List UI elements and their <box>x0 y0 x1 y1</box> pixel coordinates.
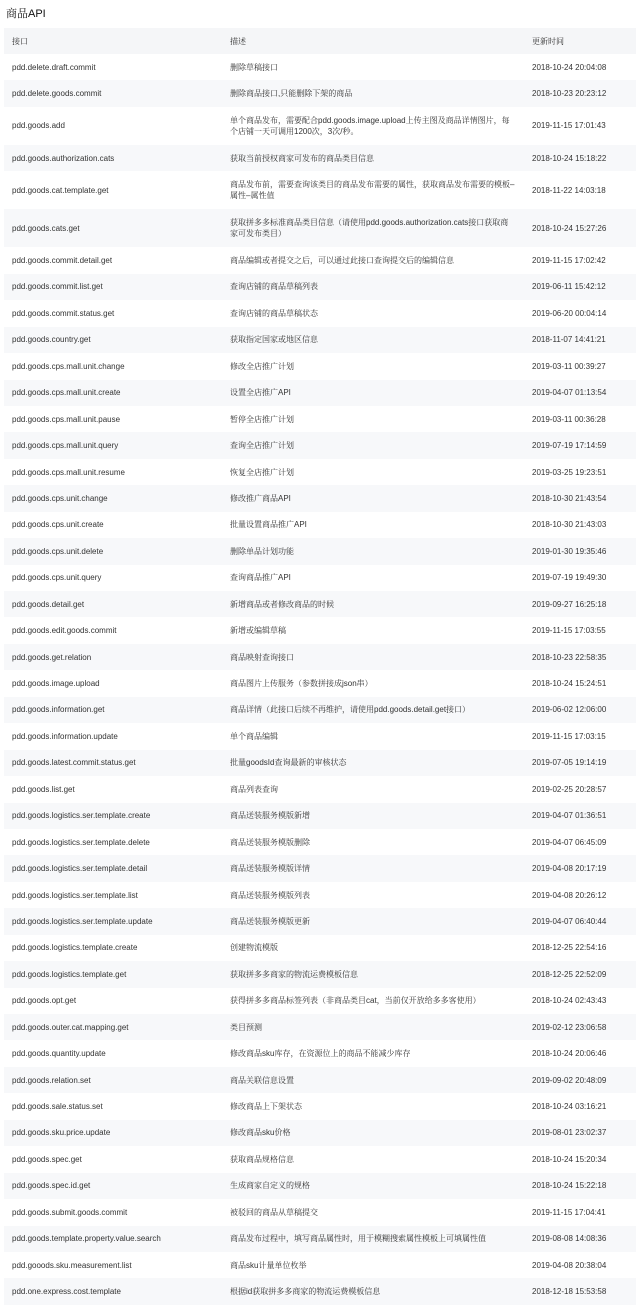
api-name-cell[interactable]: pdd.goods.opt.get <box>12 996 77 1006</box>
update-time-cell: 2018-10-24 15:22:18 <box>524 1173 636 1199</box>
update-time-cell: 2019-04-07 06:45:09 <box>532 837 607 847</box>
api-name-cell[interactable]: pdd.goods.detail.get <box>4 591 222 617</box>
table-row <box>4 300 636 326</box>
description-cell: 商品关联信息设置 <box>222 1067 524 1093</box>
table-row <box>4 327 636 353</box>
table-row <box>4 485 636 511</box>
update-time-cell: 2019-11-15 17:01:43 <box>532 121 606 131</box>
api-name-cell[interactable]: pdd.goods.relation.set <box>4 1067 222 1093</box>
description-cell: 获取当前授权商家可发布的商品类目信息 <box>222 145 524 171</box>
api-name-cell[interactable]: pdd.goods.information.update <box>12 731 118 741</box>
update-time-cell: 2018-10-24 20:04:08 <box>532 62 607 72</box>
update-time-cell: 2018-10-30 21:43:03 <box>532 520 607 530</box>
table-row <box>4 591 636 617</box>
update-time-cell: 2019-09-02 20:48:09 <box>524 1067 636 1093</box>
api-name-cell[interactable]: pdd.delete.goods.commit <box>4 80 222 106</box>
update-time-cell: 2018-11-07 14:41:21 <box>524 327 636 353</box>
api-name-cell[interactable]: pdd.goods.cat.template.get <box>12 185 109 195</box>
api-name-cell[interactable]: pdd.goods.cps.mall.unit.pause <box>12 414 121 424</box>
table-row <box>4 432 636 458</box>
api-name-cell[interactable]: pdd.goods.sku.price.update <box>4 1120 222 1146</box>
update-time-cell: 2018-10-24 15:24:51 <box>532 679 607 689</box>
api-name-cell[interactable]: pdd.goods.cps.mall.unit.change <box>12 361 125 371</box>
table-row <box>4 908 636 934</box>
update-time-cell: 2019-09-27 16:25:18 <box>524 591 636 617</box>
update-time-cell: 2019-11-15 17:02:42 <box>532 256 606 266</box>
description-cell: 修改推广商品API <box>222 485 524 511</box>
update-time-cell: 2019-07-05 19:14:19 <box>524 750 636 776</box>
api-name-cell[interactable]: pdd.goods.logistics.ser.template.delete <box>12 837 150 847</box>
update-time-cell: 2019-07-19 17:14:59 <box>524 432 636 458</box>
update-time-cell: 2018-11-22 14:03:18 <box>532 185 606 195</box>
api-name-cell[interactable]: pdd.one.express.cost.template <box>4 1278 222 1304</box>
update-time-cell: 2019-04-07 01:36:51 <box>524 803 636 829</box>
description-cell: 被驳回的商品从草稿提交 <box>230 1207 318 1217</box>
description-cell: 删除商品接口,只能删除下架的商品 <box>222 80 524 106</box>
update-time-cell: 2018-12-25 22:54:16 <box>532 943 607 953</box>
description-cell: 获取拼多多商家的物流运费模板信息 <box>222 961 524 987</box>
api-name-cell[interactable]: pdd.goods.quantity.update <box>12 1049 106 1059</box>
api-name-cell[interactable]: pdd.goods.logistics.template.create <box>12 943 138 953</box>
update-time-cell: 2019-11-15 17:04:41 <box>532 1207 606 1217</box>
api-name-cell[interactable]: pdd.goods.commit.status.get <box>12 308 115 318</box>
api-name-cell[interactable]: pdd.goods.logistics.ser.template.update <box>4 908 222 934</box>
update-time-cell: 2018-10-24 15:18:22 <box>524 145 636 171</box>
api-name-cell[interactable]: pdd.goods.get.relation <box>4 644 222 670</box>
description-cell: 商品详情（此接口后续不再维护，请使用pdd.goods.detail.get接口） <box>222 697 524 723</box>
table-header <box>4 28 636 54</box>
description-cell: 批量设置商品推广API <box>230 520 307 530</box>
description-cell: 生成商家自定义的规格 <box>222 1173 524 1199</box>
api-name-cell[interactable]: pdd.goods.cps.unit.create <box>12 520 104 530</box>
description-cell: 查询店铺的商品草稿列表 <box>222 274 524 300</box>
table-row <box>4 1040 636 1066</box>
table-row <box>4 1173 636 1199</box>
update-time-cell: 2019-04-08 20:17:19 <box>524 855 636 881</box>
api-name-cell[interactable]: pdd.goods.cps.unit.delete <box>4 538 222 564</box>
api-name-cell[interactable]: pdd.goods.edit.goods.commit <box>12 626 117 636</box>
table-row <box>4 644 636 670</box>
table-row <box>4 565 636 591</box>
description-cell: 商品sku计量单位枚举 <box>230 1260 307 1270</box>
table-row <box>4 406 636 432</box>
description-cell: 获取商品规格信息 <box>230 1154 294 1164</box>
update-time-cell: 2019-02-25 20:28:57 <box>532 784 607 794</box>
api-table <box>4 28 636 1305</box>
update-time-cell: 2019-06-20 00:04:14 <box>532 308 607 318</box>
table-body <box>4 54 636 1305</box>
api-name-cell[interactable]: pdd.goods.cps.unit.change <box>4 485 222 511</box>
table-row <box>4 274 636 300</box>
table-row <box>4 54 636 80</box>
table-row <box>4 776 636 802</box>
api-name-cell[interactable]: pdd.goods.latest.commit.status.get <box>4 750 222 776</box>
update-time-cell: 2019-03-11 00:36:28 <box>532 414 606 424</box>
table-row <box>4 1120 636 1146</box>
description-cell: 获取指定国家或地区信息 <box>222 327 524 353</box>
table-row <box>4 145 636 171</box>
description-cell: 修改商品sku价格 <box>222 1120 524 1146</box>
api-name-cell[interactable]: pdd.goods.country.get <box>4 327 222 353</box>
description-cell: 新增商品或者修改商品的时候 <box>222 591 524 617</box>
update-time-cell: 2018-10-23 20:23:12 <box>524 80 636 106</box>
table-row <box>4 723 636 749</box>
description-cell: 单个商品编辑 <box>230 731 278 741</box>
table-row <box>4 1199 636 1225</box>
update-time-cell: 2018-10-30 21:43:54 <box>524 485 636 511</box>
api-name-cell[interactable]: pdd.goods.list.get <box>12 784 75 794</box>
description-cell: 商品送装服务模版更新 <box>222 908 524 934</box>
description-cell: 商品编辑或者提交之后，可以通过此接口查询提交后的编辑信息 <box>230 256 454 266</box>
description-cell: 删除草稿接口 <box>230 62 278 72</box>
update-time-cell: 2019-04-08 20:38:04 <box>532 1260 607 1270</box>
table-row <box>4 750 636 776</box>
update-time-cell: 2019-06-11 15:42:12 <box>524 274 636 300</box>
update-time-cell: 2018-10-24 15:27:26 <box>524 209 636 247</box>
update-time-cell: 2018-12-18 15:53:58 <box>524 1278 636 1304</box>
table-row <box>4 247 636 273</box>
api-name-cell[interactable]: pdd.gooods.sku.measurement.list <box>12 1260 132 1270</box>
description-cell: 查询商品推广API <box>230 573 291 583</box>
description-cell: 商品发布前，需要查询该类目的商品发布需要的属性，获取商品发布需要的模板–属性–属性值 <box>230 180 515 201</box>
description-cell: 设置全店推广API <box>222 380 524 406</box>
api-name-cell[interactable]: pdd.delete.draft.commit <box>12 62 96 72</box>
description-cell: 商品图片上传服务（参数拼接成json串） <box>230 679 373 689</box>
api-name-cell[interactable]: pdd.goods.authorization.cats <box>4 145 222 171</box>
api-name-cell[interactable]: pdd.goods.image.upload <box>12 679 100 689</box>
update-time-cell: 2019-02-12 23:06:58 <box>524 1014 636 1040</box>
api-name-cell[interactable]: pdd.goods.template.property.value.search <box>4 1226 222 1252</box>
description-cell: 商品送装服务模版列表 <box>230 890 310 900</box>
update-time-cell: 2019-03-25 19:23:51 <box>532 467 607 477</box>
table-row <box>4 670 636 696</box>
table-row <box>4 961 636 987</box>
update-time-cell: 2019-11-15 17:03:15 <box>532 731 606 741</box>
table-row <box>4 803 636 829</box>
api-name-cell[interactable]: pdd.goods.add <box>12 121 65 131</box>
description-cell: 暂停全店推广计划 <box>230 414 294 424</box>
description-cell: 商品列表查询 <box>230 784 278 794</box>
api-name-cell[interactable]: pdd.goods.information.get <box>4 697 222 723</box>
api-name-cell[interactable]: pdd.goods.commit.list.get <box>4 274 222 300</box>
table-row <box>4 1252 636 1278</box>
api-name-cell[interactable]: pdd.goods.cps.mall.unit.query <box>4 432 222 458</box>
table-row <box>4 107 636 145</box>
description-cell: 恢复全店推广计划 <box>230 467 294 477</box>
table-row <box>4 171 636 209</box>
description-cell: 根据id获取拼多多商家的物流运费模板信息 <box>222 1278 524 1304</box>
api-name-cell[interactable]: pdd.goods.logistics.ser.template.list <box>12 890 138 900</box>
api-name-cell[interactable]: pdd.goods.outer.cat.mapping.get <box>4 1014 222 1040</box>
update-time-cell: 2018-12-25 22:52:09 <box>524 961 636 987</box>
table-row <box>4 882 636 908</box>
update-time-cell: 2019-11-15 17:03:55 <box>532 626 606 636</box>
api-name-cell[interactable]: pdd.goods.sale.status.set <box>12 1102 103 1112</box>
update-time-cell: 2019-01-30 19:35:46 <box>524 538 636 564</box>
table-row <box>4 512 636 538</box>
description-cell: 修改全店推广计划 <box>230 361 294 371</box>
api-name-cell[interactable]: pdd.goods.spec.get <box>12 1154 82 1164</box>
table-row <box>4 617 636 643</box>
update-time-cell: 2019-06-02 12:06:00 <box>524 697 636 723</box>
update-time-cell: 2018-10-24 15:20:34 <box>532 1154 607 1164</box>
table-row <box>4 1093 636 1119</box>
api-name-cell[interactable]: pdd.goods.cps.mall.unit.resume <box>12 467 125 477</box>
description-cell: 删除单品计划功能 <box>222 538 524 564</box>
table-row <box>4 538 636 564</box>
update-time-cell: 2019-04-08 20:26:12 <box>532 890 607 900</box>
api-name-cell[interactable]: pdd.goods.cps.unit.query <box>12 573 102 583</box>
update-time-cell: 2018-10-24 03:16:21 <box>532 1102 607 1112</box>
description-cell: 批量goodsId查询最新的审核状态 <box>222 750 524 776</box>
description-cell: 创建物流模版 <box>230 943 278 953</box>
table-row <box>4 80 636 106</box>
description-cell: 商品送装服务模版新增 <box>222 803 524 829</box>
description-cell: 商品发布过程中，填写商品属性时，用于模糊搜索属性模板上可填属性值 <box>222 1226 524 1252</box>
api-name-cell[interactable]: pdd.goods.spec.id.get <box>4 1173 222 1199</box>
update-time-cell: 2018-10-23 22:58:35 <box>524 644 636 670</box>
table-row <box>4 1226 636 1252</box>
column-header-update-time: 更新时间 <box>524 28 636 54</box>
update-time-cell: 2019-04-07 01:13:54 <box>524 380 636 406</box>
api-name-cell[interactable]: pdd.goods.cats.get <box>4 209 222 247</box>
description-cell: 查询全店推广计划 <box>222 432 524 458</box>
table-row <box>4 855 636 881</box>
header-row <box>4 28 636 54</box>
page-title: 商品API <box>6 8 46 20</box>
description-cell: 单个商品发布，需要配合pdd.goods.image.upload上传主图及商品详情图片，每个店铺一天可调用1200次，3次/秒。 <box>230 115 510 136</box>
description-cell: 查询店铺的商品草稿状态 <box>230 308 318 318</box>
api-name-cell[interactable]: pdd.goods.submit.goods.commit <box>12 1207 128 1217</box>
description-cell: 新增或编辑草稿 <box>230 626 286 636</box>
update-time-cell: 2018-10-24 20:06:46 <box>532 1049 607 1059</box>
api-name-cell[interactable]: pdd.goods.logistics.ser.template.create <box>4 803 222 829</box>
description-cell: 商品映射查询接口 <box>222 644 524 670</box>
table-row <box>4 1146 636 1172</box>
table-row <box>4 1278 636 1304</box>
table-row <box>4 935 636 961</box>
description-cell: 修改商品sku库存，在资源位上的商品不能减少库存 <box>230 1049 411 1059</box>
column-header-api: 接口 <box>4 28 222 54</box>
description-cell: 获得拼多多商品标签列表（非商品类目cat，当前仅开放给多多客使用） <box>230 996 481 1006</box>
update-time-cell: 2019-04-07 06:40:44 <box>524 908 636 934</box>
table-row <box>4 209 636 247</box>
column-header-description: 描述 <box>222 28 524 54</box>
api-name-cell[interactable]: pdd.goods.cps.mall.unit.create <box>4 380 222 406</box>
update-time-cell: 2019-08-01 23:02:37 <box>524 1120 636 1146</box>
table-row <box>4 1067 636 1093</box>
update-time-cell: 2019-07-19 19:49:30 <box>532 573 607 583</box>
table-row <box>4 1014 636 1040</box>
description-cell: 商品送装服务模版详情 <box>222 855 524 881</box>
api-name-cell[interactable]: pdd.goods.logistics.template.get <box>4 961 222 987</box>
table-row <box>4 459 636 485</box>
table-row <box>4 697 636 723</box>
table-row <box>4 353 636 379</box>
api-name-cell[interactable]: pdd.goods.logistics.ser.template.detail <box>4 855 222 881</box>
description-cell: 获取拼多多标准商品类目信息（请使用pdd.goods.authorization.cats接口获取商家可发布类目） <box>222 209 524 247</box>
update-time-cell: 2019-08-08 14:08:36 <box>524 1226 636 1252</box>
update-time-cell: 2019-03-11 00:39:27 <box>532 361 606 371</box>
table-row <box>4 380 636 406</box>
description-cell: 类目预测 <box>222 1014 524 1040</box>
table-row <box>4 829 636 855</box>
description-cell: 修改商品上下架状态 <box>230 1102 302 1112</box>
update-time-cell: 2018-10-24 02:43:43 <box>532 996 607 1006</box>
table-row <box>4 988 636 1014</box>
api-name-cell[interactable]: pdd.goods.commit.detail.get <box>12 256 113 266</box>
description-cell: 商品送装服务模版删除 <box>230 837 310 847</box>
